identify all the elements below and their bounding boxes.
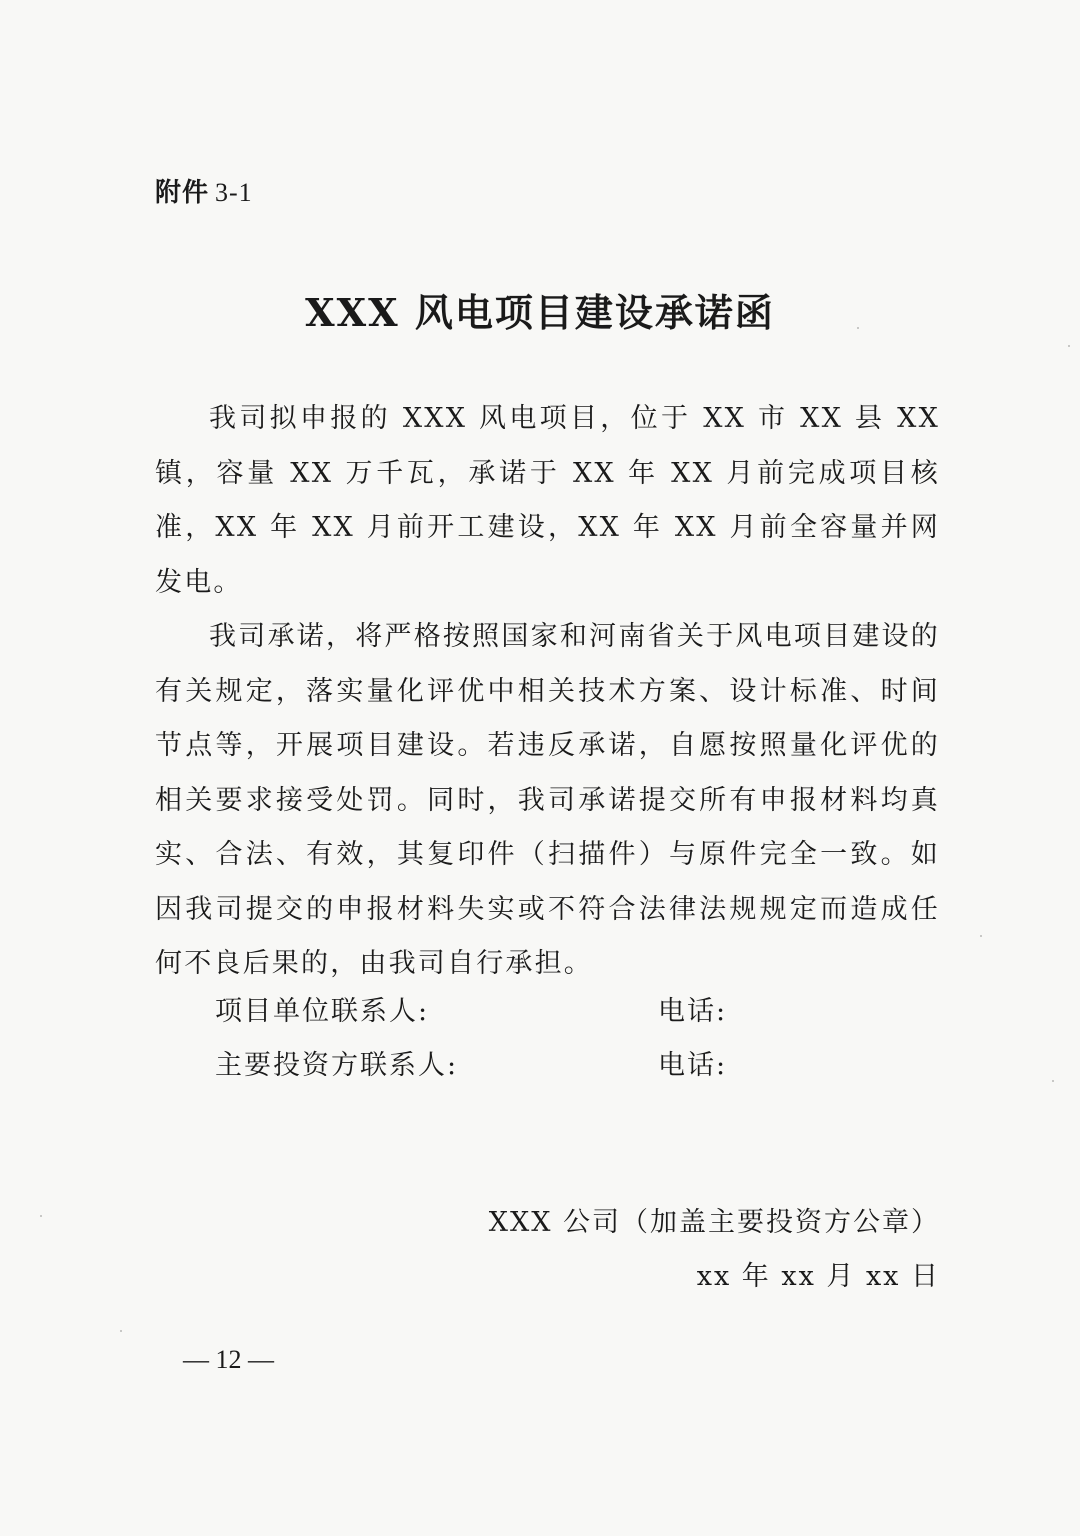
attachment-label (155, 172, 253, 209)
signature-date: xx 年 xx 月 xx 日 (696, 1261, 940, 1292)
document-title: XXX 风电项目建设承诺函 (305, 290, 775, 335)
page-number: — 12 — (183, 1345, 274, 1374)
contact-label: 项目单位联系人: (215, 996, 430, 1027)
phone-label: 电话: (658, 1050, 728, 1081)
paragraph-commitment-schedule: 我司拟申报的 XXX 风电项目，位于 XX 市 XX 县 XX 镇，容量 XX 万千瓦，承诺于 XX 年 XX 月前完成项目核准，XX 年 XX 月前开工建设，XX 年 XX 月前全容量并网发电。 (155, 403, 940, 598)
document-body (155, 392, 940, 992)
signature-block (489, 1196, 940, 1304)
contact-label: 主要投资方联系人: (215, 1050, 459, 1081)
scan-speck (857, 327, 859, 329)
contact-row-main-investor (215, 1039, 915, 1093)
scan-speck (120, 1330, 122, 1332)
signature-company: XXX 公司（加盖主要投资方公章） (488, 1207, 940, 1238)
phone-label: 电话: (658, 996, 728, 1027)
scan-speck (40, 1215, 42, 1217)
contact-row-project-unit (215, 985, 915, 1039)
attachment-label-text: 附件 (155, 178, 210, 208)
scan-speck (980, 935, 982, 937)
scan-speck (1052, 1080, 1054, 1082)
paragraph-commitment-compliance: 我司承诺，将严格按照国家和河南省关于风电项目建设的有关规定，落实量化评优中相关技术方案、设计标准、时间节点等，开展项目建设。若违反承诺，自愿按照量化评优的相关要求接受处罚。同时，我司承诺提交所有申报材料均真实、合法、有效，其复印件（扫描件）与原件完全一致。如因我司提交的申报材料失实或不符合法律法规规定而造成任何不良后果的，由我司自行承担。 (155, 621, 940, 979)
scan-speck (1068, 345, 1070, 347)
attachment-number: 3-1 (215, 178, 253, 207)
contact-section (215, 985, 915, 1093)
